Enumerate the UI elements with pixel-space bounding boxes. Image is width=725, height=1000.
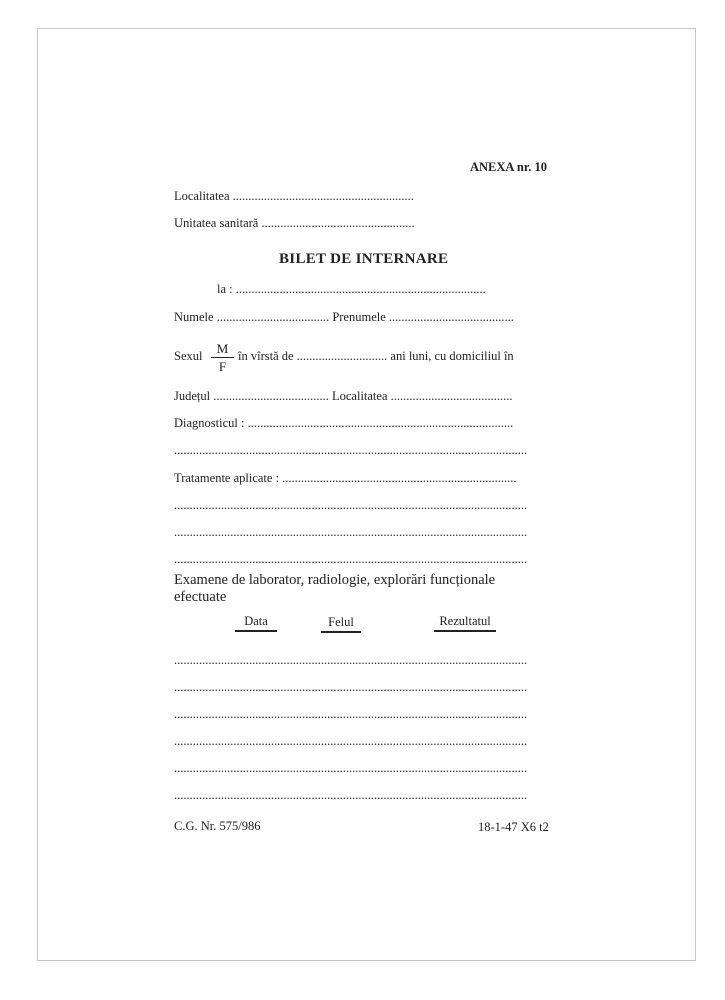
age-domicile-field: în vîrstă de ............................. ani luni, cu domiciliul în [238,349,514,363]
exams-heading-line1: Examene de laborator, radiologie, explorări funcționale [174,572,496,588]
exams-heading-line2: efectuate [174,589,227,605]
column-result [434,614,496,629]
exam-line-2: ................................................................................................................. [174,680,528,694]
annex-number: ANEXA nr. 10 [470,160,547,174]
footer-reference: C.G. Nr. 575/986 [174,819,261,833]
column-result-label: Rezultatul [439,614,491,628]
exam-line-3: ................................................................................................................. [174,707,528,721]
column-date [235,614,277,629]
footer-code: 18-1-47 X6 t2 [478,820,549,834]
form-sheet [37,28,696,961]
diagnosis-field: Diagnosticul : ..................................................................................... [174,416,514,430]
name-field: Numele .................................... Prenumele ........................................ [174,310,514,324]
column-type-label: Felul [328,615,354,629]
fraction-bar [211,357,234,358]
exam-line-1: ................................................................................................................. [174,653,528,667]
health-unit-field: Unitatea sanitară ................................................. [174,216,415,230]
sex-male: M [216,341,229,356]
sex-female: F [218,359,227,374]
sex-label: Sexul [174,349,203,363]
treatments-line-3: ................................................................................................................. [174,525,528,539]
column-date-underline [235,630,277,632]
column-type-underline [321,631,361,633]
county-field: Județul ..................................... Localitatea ....................................... [174,389,513,403]
column-type [321,615,361,630]
sex-fraction [211,341,234,375]
treatments-line-4: ................................................................................................................. [174,552,528,566]
exam-line-5: ................................................................................................................. [174,761,528,775]
destination-field: la : ................................................................................ [217,282,486,296]
exam-line-4: ................................................................................................................. [174,734,528,748]
treatments-field: Tratamente aplicate : ........................................................................... [174,471,517,485]
form-title: BILET DE INTERNARE [279,251,449,267]
locality-field: Localitatea .......................................................... [174,189,414,203]
exam-line-6: ................................................................................................................. [174,788,528,802]
diagnosis-continuation: ................................................................................................................. [174,443,528,457]
column-date-label: Data [244,614,268,628]
treatments-line-2: ................................................................................................................. [174,498,528,512]
column-result-underline [434,630,496,632]
